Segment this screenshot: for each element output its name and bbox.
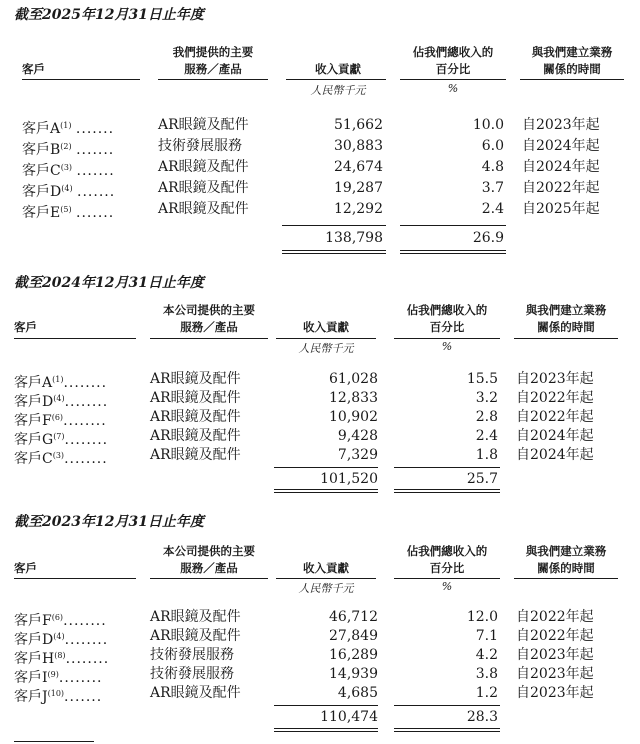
service-cell: AR眼鏡及配件 [150, 685, 241, 701]
service-cell: AR眼鏡及配件 [150, 447, 241, 463]
header-rule [514, 578, 618, 579]
service-cell: AR眼鏡及配件 [158, 117, 249, 133]
header-since: 與我們建立業務 關係的時間 [525, 303, 607, 334]
total-pct: 28.3 [466, 709, 498, 725]
total-revenue: 110,474 [320, 709, 378, 725]
header-rule [276, 578, 376, 579]
revenue-cell: 16,289 [329, 647, 378, 663]
header-since: 與我們建立業務 關係的時間 [525, 544, 607, 575]
total-double-rule [282, 253, 386, 254]
unit-revenue: 人民幣千元 [298, 342, 354, 355]
table-row [0, 407, 640, 428]
service-cell: 技術發展服務 [158, 138, 242, 154]
since-cell: 自2022年起 [516, 390, 594, 406]
since-cell: 自2022年起 [516, 409, 594, 425]
since-cell: 自2023年起 [516, 647, 594, 663]
unit-pct: % [441, 340, 453, 353]
unit-pct: % [447, 82, 459, 95]
header-rule [520, 79, 624, 80]
client-name: 客戶$B^{(2)}$ ....... [22, 142, 115, 158]
pct-cell: 7.1 [475, 628, 498, 644]
subtotal-rule [282, 225, 386, 226]
header-client: 客戶 [14, 561, 37, 575]
subtotal-rule [394, 467, 500, 468]
service-cell: 技術發展服務 [150, 647, 234, 663]
since-cell: 自2023年起 [516, 666, 594, 682]
since-cell: 自2024年起 [516, 447, 594, 463]
service-cell: AR眼鏡及配件 [150, 428, 241, 444]
table-row [0, 136, 640, 157]
pct-cell: 2.8 [475, 409, 498, 425]
header-rule [514, 338, 618, 339]
subtotal-rule [400, 225, 506, 226]
subtotal-rule [394, 705, 500, 706]
total-revenue: 101,520 [320, 471, 378, 487]
pct-cell: 12.0 [466, 609, 498, 625]
table-section-2025 [0, 4, 640, 259]
client-name: 客戶$C^{(3)}$........ [14, 451, 108, 467]
header-service: 我們提供的主要 服務／產品 [172, 45, 254, 76]
pct-cell: 4.2 [475, 647, 498, 663]
revenue-cell: 9,428 [337, 428, 378, 444]
client-name: 客戶$A^{(1)}$ ....... [22, 121, 115, 137]
total-double-rule [394, 492, 500, 493]
since-cell: 自2023年起 [516, 685, 594, 701]
revenue-cell: 4,685 [337, 685, 378, 701]
client-name: 客戶$D^{(4)}$........ [14, 632, 109, 648]
table-row [0, 607, 640, 628]
client-name: 客戶$C^{(3)}$ ....... [22, 163, 115, 179]
unit-revenue: 人民幣千元 [298, 582, 354, 595]
header-client: 客戶 [22, 62, 45, 76]
service-cell: AR眼鏡及配件 [150, 628, 241, 644]
revenue-cell: 24,674 [334, 159, 383, 175]
client-name: 客戶$F^{(6)}$........ [14, 413, 107, 429]
table-row [0, 369, 640, 390]
table-row [0, 388, 640, 409]
service-cell: AR眼鏡及配件 [150, 609, 241, 625]
pct-cell: 3.2 [475, 390, 498, 406]
client-name: 客戶$J^{(10)}$....... [14, 689, 103, 705]
pct-cell: 1.2 [475, 685, 498, 701]
pct-cell: 6.0 [481, 138, 504, 154]
table-row [0, 178, 640, 199]
table-row [0, 199, 640, 220]
footnote-rule [14, 741, 94, 742]
service-cell: AR眼鏡及配件 [150, 371, 241, 387]
total-row [0, 469, 640, 490]
since-cell: 自2024年起 [516, 428, 594, 444]
table-row [0, 157, 640, 178]
since-cell: 自2023年起 [516, 371, 594, 387]
client-name: 客戶$F^{(6)}$........ [14, 613, 107, 629]
total-pct: 25.7 [466, 471, 498, 487]
service-cell: AR眼鏡及配件 [150, 409, 241, 425]
header-service: 本公司提供的主要 服務／產品 [163, 544, 255, 575]
header-service: 本公司提供的主要 服務／產品 [163, 303, 255, 334]
table-row [0, 664, 640, 685]
header-revenue: 收入貢獻 [303, 320, 349, 334]
section-title: 截至2024年12月31日止年度 [14, 275, 204, 291]
table-row [0, 115, 640, 136]
header-rule [400, 79, 506, 80]
total-double-rule [282, 250, 386, 251]
client-name: 客戶$D^{(4)}$ ....... [22, 184, 116, 200]
pct-cell: 10.0 [472, 117, 504, 133]
header-pct: 佔我們總收入的 百分比 [406, 303, 488, 334]
total-double-rule [394, 489, 500, 490]
subtotal-rule [274, 705, 378, 706]
table-section-2024 [0, 272, 640, 512]
total-pct: 26.9 [472, 230, 504, 246]
section-title: 截至2025年12月31日止年度 [14, 7, 204, 23]
table-row [0, 426, 640, 447]
pct-cell: 2.4 [481, 201, 504, 217]
revenue-cell: 30,883 [334, 138, 383, 154]
pct-cell: 3.7 [481, 180, 504, 196]
since-cell: 自2024年起 [522, 138, 600, 154]
client-name: 客戶$A^{(1)}$........ [14, 375, 108, 391]
total-row [0, 228, 640, 249]
since-cell: 自2022年起 [516, 628, 594, 644]
table-row [0, 645, 640, 666]
pct-cell: 2.4 [475, 428, 498, 444]
revenue-cell: 10,902 [329, 409, 378, 425]
since-cell: 自2022年起 [522, 180, 600, 196]
revenue-cell: 46,712 [329, 609, 378, 625]
client-name: 客戶$E^{(5)}$ ....... [22, 205, 115, 221]
revenue-cell: 51,662 [334, 117, 383, 133]
since-cell: 自2022年起 [516, 609, 594, 625]
section-title: 截至2023年12月31日止年度 [14, 514, 204, 530]
total-double-rule [394, 731, 500, 732]
header-since: 與我們建立業務 關係的時間 [531, 45, 613, 76]
service-cell: AR眼鏡及配件 [158, 180, 249, 196]
client-name: 客戶$G^{(7)}$........ [14, 432, 109, 448]
header-rule [394, 578, 500, 579]
header-rule [158, 79, 268, 80]
header-rule [14, 338, 136, 339]
revenue-cell: 19,287 [334, 180, 383, 196]
total-double-rule [400, 250, 506, 251]
service-cell: AR眼鏡及配件 [158, 201, 249, 217]
revenue-cell: 7,329 [337, 447, 378, 463]
client-name: 客戶$I^{(9)}$........ [14, 670, 103, 686]
unit-pct: % [441, 580, 453, 593]
revenue-cell: 12,833 [329, 390, 378, 406]
client-name: 客戶$H^{(8)}$........ [14, 651, 110, 667]
table-row [0, 445, 640, 466]
total-double-rule [274, 731, 378, 732]
total-revenue: 138,798 [325, 230, 383, 246]
header-rule [286, 79, 386, 80]
table-section-2023 [0, 511, 640, 741]
total-double-rule [274, 489, 378, 490]
header-revenue: 收入貢獻 [303, 561, 349, 575]
revenue-cell: 12,292 [334, 201, 383, 217]
header-rule [276, 338, 376, 339]
client-name: 客戶$D^{(4)}$........ [14, 394, 109, 410]
pct-cell: 4.8 [481, 159, 504, 175]
header-pct: 佔我們總收入的 百分比 [406, 544, 488, 575]
total-double-rule [274, 492, 378, 493]
table-row [0, 683, 640, 704]
total-double-rule [274, 728, 378, 729]
total-row [0, 707, 640, 728]
header-rule [150, 578, 268, 579]
pct-cell: 1.8 [475, 447, 498, 463]
table-row [0, 626, 640, 647]
revenue-cell: 61,028 [329, 371, 378, 387]
subtotal-rule [274, 467, 378, 468]
header-rule [150, 338, 268, 339]
header-pct: 佔我們總收入的 百分比 [412, 45, 494, 76]
revenue-cell: 14,939 [329, 666, 378, 682]
service-cell: AR眼鏡及配件 [150, 390, 241, 406]
header-rule [22, 79, 140, 80]
pct-cell: 3.8 [475, 666, 498, 682]
revenue-cell: 27,849 [329, 628, 378, 644]
header-rule [394, 338, 500, 339]
header-rule [14, 578, 136, 579]
since-cell: 自2024年起 [522, 159, 600, 175]
service-cell: AR眼鏡及配件 [158, 159, 249, 175]
service-cell: 技術發展服務 [150, 666, 234, 682]
since-cell: 自2023年起 [522, 117, 600, 133]
total-double-rule [400, 253, 506, 254]
header-revenue: 收入貢獻 [315, 62, 361, 76]
unit-revenue: 人民幣千元 [310, 84, 366, 97]
total-double-rule [394, 728, 500, 729]
pct-cell: 15.5 [466, 371, 498, 387]
since-cell: 自2025年起 [522, 201, 600, 217]
header-client: 客戶 [14, 320, 37, 334]
